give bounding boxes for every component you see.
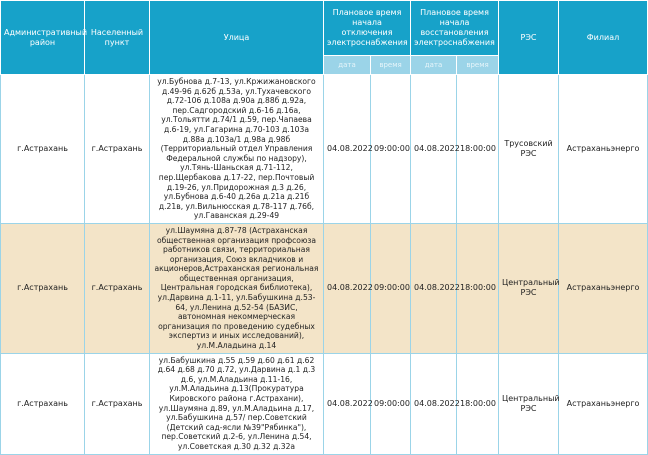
header-res: РЭС — [499, 1, 559, 75]
cell-res: Центральный РЭС — [499, 353, 559, 454]
cell-on-time: 18:00:00 — [457, 223, 499, 353]
cell-locality: г.Астрахань — [85, 353, 150, 454]
header-off-time: Плановое время начала отключения электроснабжения — [324, 1, 411, 56]
cell-locality: г.Астрахань — [85, 223, 150, 353]
cell-district: г.Астрахань — [1, 353, 85, 454]
table-row — [1, 353, 648, 454]
table-row — [1, 75, 648, 224]
cell-res: Трусовский РЭС — [499, 75, 559, 224]
cell-off-date: 04.08.2022 — [324, 353, 371, 454]
cell-district: г.Астрахань — [1, 75, 85, 224]
header-locality: Населенный пункт — [85, 1, 150, 75]
header-on-time: Плановое время начала восстановления электроснабжения — [411, 1, 499, 56]
subheader-off-time: время — [371, 56, 411, 75]
table-row — [1, 223, 648, 353]
cell-on-time: 18:00:00 — [457, 353, 499, 454]
header-branch: Филиал — [559, 1, 648, 75]
cell-on-date: 04.08.2022 — [411, 75, 457, 224]
cell-off-date: 04.08.2022 — [324, 223, 371, 353]
cell-on-date: 04.08.2022 — [411, 223, 457, 353]
cell-on-time: 18:00:00 — [457, 75, 499, 224]
cell-streets: ул.Шаумяна д.87-78 (Астраханская общественная организация профсоюза работников связи, территориальная организация, Союз вкладчиков и акционеров,Астраханская региональная общественная организация, Центральная городская библиотека), ул.Дарвина д.1-11, ул.Бабушкина д.53-64, ул.Ленина д.52-54 (БАЗИС, автономная некоммерческая организация по проведению судебных экспертиз и иных исследований), ул.М.Аладьина д.14 — [150, 223, 324, 353]
cell-branch: Астраханьэнерго — [559, 353, 648, 454]
table-header-row — [1, 1, 648, 56]
subheader-off-date: дата — [324, 56, 371, 75]
cell-streets: ул.Бубнова д.7-13, ул.Кржижановского д.49-96 д.62б д.53а, ул.Тухачевского д.72-106 д.108а д.90а д.88б д.92а, пер.Садгородский д.6-16 д.16а, ул.Тольятти д.74/1 д.59, пер.Чапаева д.6-19, ул.Гагарина д.70-103 д.103а д.88а д.103а/1 д.98а д.98б (Территориальный отдел Управления Федеральной службы по надзору), ул.Тянь-Шаньская д.71-112, пер.Щербакова д.17-22, пер.Почтовый д.19-26, ул.Придорожная д.3 д.26, ул.Бубнова д.6-40 д.26а д.21а д.21б д.21в, ул.Вильнюсская д.78-117 д.76б, ул.Гаванская д.29-49 — [150, 75, 324, 224]
subheader-on-date: дата — [411, 56, 457, 75]
cell-branch: Астраханьэнерго — [559, 75, 648, 224]
cell-off-time: 09:00:00 — [371, 223, 411, 353]
cell-locality: г.Астрахань — [85, 75, 150, 224]
cell-on-date: 04.08.2022 — [411, 353, 457, 454]
cell-off-time: 09:00:00 — [371, 353, 411, 454]
subheader-on-time: время — [457, 56, 499, 75]
cell-streets: ул.Бабушкина д.55 д.59 д.60 д.61 д.62 д.64 д.68 д.70 д.72, ул.Дарвина д.1 д.3 д.6, ул.М.Аладьина д.11-16, ул.М.Аладьина д.13(Прокуратура Кировского района г.Астрахани), ул.Шаумяна д.89, ул.М.Аладьина д.17, ул.Бабушкина д.57/ пер.Советский (Детский сад-ясли №39"Рябинка"), пер.Советский д.2-6, ул.Ленина д.54, ул.Советская д.30 д.32 д.32а — [150, 353, 324, 454]
header-district: Административный район — [1, 1, 85, 75]
cell-off-time: 09:00:00 — [371, 75, 411, 224]
header-street: Улица — [150, 1, 324, 75]
cell-res: Центральный РЭС — [499, 223, 559, 353]
cell-district: г.Астрахань — [1, 223, 85, 353]
cell-branch: Астраханьэнерго — [559, 223, 648, 353]
cell-off-date: 04.08.2022 — [324, 75, 371, 224]
